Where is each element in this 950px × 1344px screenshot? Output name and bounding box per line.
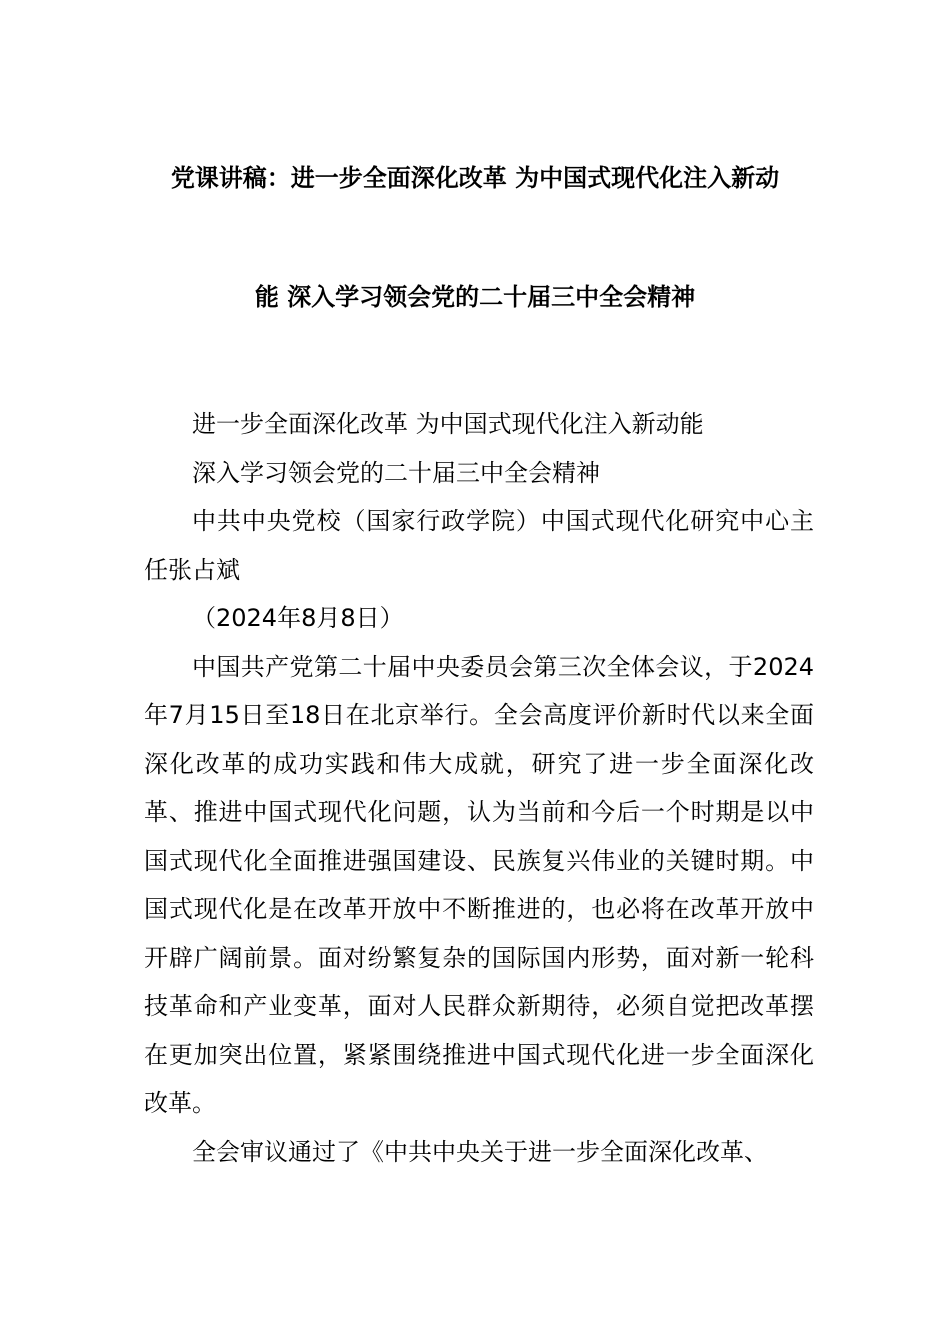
- document-body: [144, 400, 814, 1176]
- subtitle-paragraph: 进一步全面深化改革 为中国式现代化注入新动能: [192, 410, 704, 438]
- body-paragraph: 全会审议通过了《中共中央关于进一步全面深化改革、: [192, 1137, 768, 1166]
- document-title-line-1: 党课讲稿：进一步全面深化改革 为中国式现代化注入新动: [170, 164, 780, 192]
- subheading-paragraph: 深入学习领会党的二十届三中全会精神: [192, 458, 600, 487]
- author-paragraph: 中共中央党校（国家行政学院）中国式现代化研究中心主任张占斌: [144, 507, 814, 584]
- body-paragraph: 中国共产党第二十届中央委员会第三次全体会议，于2024年7月15日至18日在北京举行。全会高度评价新时代以来全面深化改革的成功实践和伟大成就，研究了进一步全面深化改革、推进中国式现代化问题，认为当前和今后一个时期是以中国式现代化全面推进强国建设、民族复兴伟业的关键时期。中国式现代化是在改革开放中不断推进的，也必将在改革开放中开辟广阔前景。面对纷繁复杂的国际国内形势，面对新一轮科技革命和产业变革，面对人民群众新期待，必须自觉把改革摆在更加突出位置，紧紧围绕推进中国式现代化进一步全面深化改革。: [144, 652, 814, 1117]
- date-paragraph: （2024年8月8日）: [192, 604, 404, 632]
- document-title-line-2: 能 深入学习领会党的二十届三中全会精神: [254, 283, 696, 311]
